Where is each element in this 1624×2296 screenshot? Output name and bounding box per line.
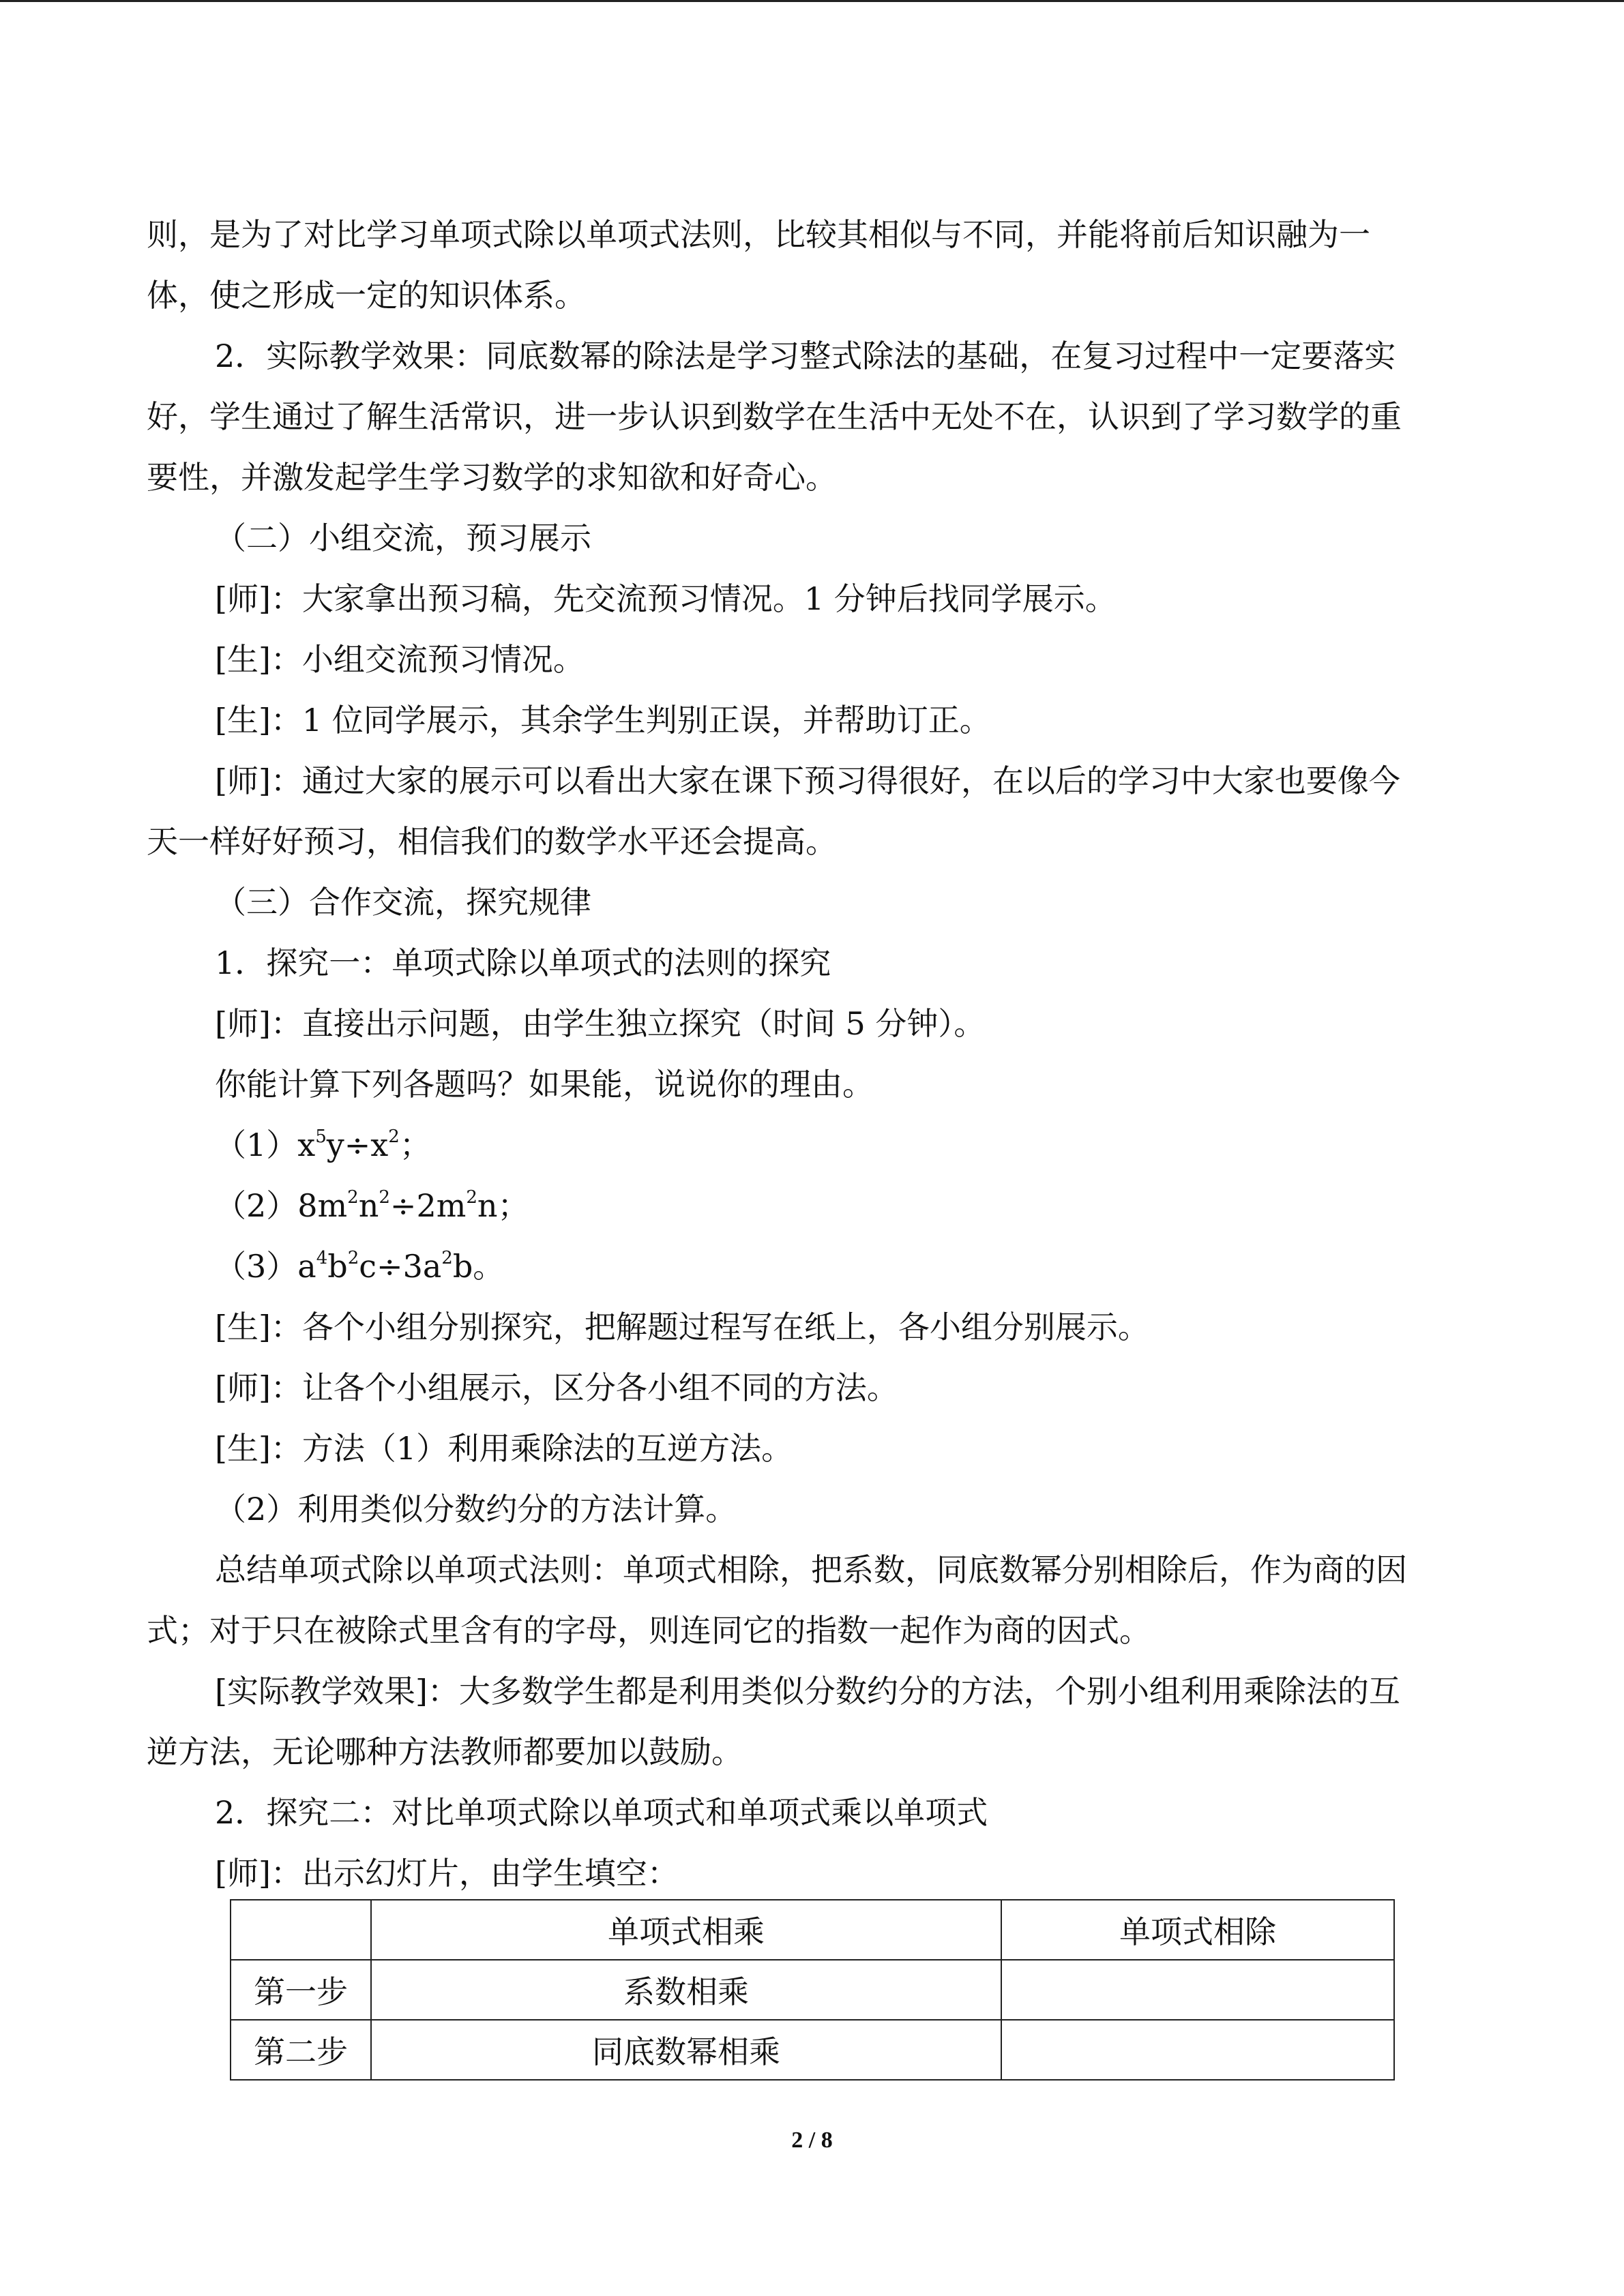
paragraph-line: [师]：直接出示问题，由学生独立探究（时间 5 分钟）。 (215, 1005, 986, 1042)
paragraph-line: 总结单项式除以单项式法则：单项式相除，把系数，同底数幂分别相除后，作为商的因 (215, 1551, 1407, 1588)
paragraph-line: [师]：大家拿出预习稿，先交流预习情况。1 分钟后找同学展示。 (215, 580, 1117, 617)
paragraph-line: 体，使之形成一定的知识体系。 (147, 277, 586, 314)
table-row (231, 1960, 1394, 2020)
table-cell (1001, 2020, 1394, 2080)
paragraph-line: 1．探究一：单项式除以单项式的法则的探究 (215, 944, 831, 981)
paragraph-line: 要性，并激发起学生学习数学的求知欲和好奇心。 (147, 459, 837, 496)
paragraph-line: [生]：1 位同学展示，其余学生判别正误，并帮助订正。 (215, 702, 991, 739)
paragraph-line: [师]：通过大家的展示可以看出大家在课下预习得很好，在以后的学习中大家也要像今 (215, 762, 1400, 799)
paragraph-line: [实际教学效果]：大多数学生都是利用类似分数约分的方法，个别小组利用乘除法的互 (215, 1673, 1400, 1710)
paragraph-line: （2）利用类似分数约分的方法计算。 (215, 1491, 737, 1527)
paragraph-line: 2．实际教学效果：同底数幂的除法是学习整式除法的基础，在复习过程中一定要落实 (215, 338, 1396, 374)
table-cell: 第二步 (231, 2020, 371, 2080)
section-heading: （二）小组交流，预习展示 (215, 520, 591, 556)
paragraph-line: 2．探究二：对比单项式除以单项式和单项式乘以单项式 (215, 1794, 988, 1831)
table-header-cell (231, 1900, 371, 1960)
paragraph-line: [师]：让各个小组展示，区分各小组不同的方法。 (215, 1369, 898, 1406)
top-border-line (0, 0, 1624, 2)
table-cell: 同底数幂相乘 (371, 2020, 1001, 2080)
document-body (147, 205, 1456, 1904)
paragraph-line: [生]：各个小组分别探究，把解题过程写在纸上，各小组分别展示。 (215, 1309, 1149, 1345)
exercise-3: $(3)a^4b^2c\div 3a^2b$。 (215, 1248, 505, 1285)
paragraph-line: 则，是为了对比学习单项式除以单项式法则，比较其相似与不同，并能将前后知识融为一 (147, 216, 1370, 253)
paragraph-line: 你能计算下列各题吗？如果能，说说你的理由。 (215, 1066, 874, 1103)
table-header-row (231, 1900, 1394, 1960)
paragraph-line: [生]：方法（1）利用乘除法的互逆方法。 (215, 1430, 793, 1467)
table-cell (1001, 1960, 1394, 2020)
exercise-2: $(2)8m^2n^2\div 2m^2n$； (215, 1187, 529, 1224)
page-number: 2 / 8 (791, 2128, 833, 2153)
paragraph-line: 天一样好好预习，相信我们的数学水平还会提高。 (147, 823, 837, 860)
comparison-table (230, 1899, 1395, 2081)
paragraph-line: [师]：出示幻灯片，由学生填空： (215, 1855, 679, 1892)
table-header-cell: 单项式相乘 (371, 1900, 1001, 1960)
paragraph-line: 逆方法，无论哪种方法教师都要加以鼓励。 (147, 1733, 743, 1770)
table-cell: 第一步 (231, 1960, 371, 2020)
table-row (231, 2020, 1394, 2080)
table-header-cell: 单项式相除 (1001, 1900, 1394, 1960)
section-heading: （三）合作交流，探究规律 (215, 884, 591, 921)
table-cell: 系数相乘 (371, 1960, 1001, 2020)
paragraph-line: [生]：小组交流预习情况。 (215, 641, 585, 678)
paragraph-line: 好，学生通过了解生活常识，进一步认识到数学在生活中无处不在，认识到了学习数学的重 (147, 398, 1402, 435)
exercise-1: $(1)x^5y\div x^2$； (215, 1127, 431, 1163)
paragraph-line: 式；对于只在被除式里含有的字母，则连同它的指数一起作为商的因式。 (147, 1612, 1151, 1649)
